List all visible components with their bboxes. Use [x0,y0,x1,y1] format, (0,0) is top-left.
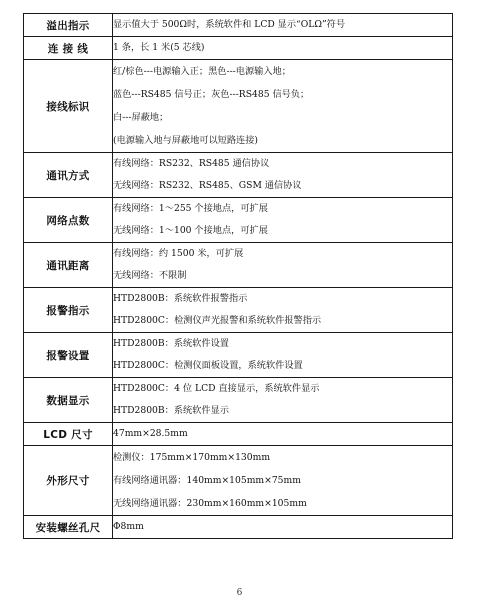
spec-label-wiring-identification: 接线标识 [24,60,113,153]
spec-value-line: 检测仪：175mm×170mm×130mm [113,452,271,463]
spec-label-outer-dimensions: 外形尺寸 [24,446,113,516]
spec-value-line: HTD2800C：检测仪面板设置，系统软件设置 [113,360,303,371]
spec-value-alarm-indication [113,288,453,333]
spec-value-mounting-hole-size [113,516,453,539]
spec-value-line: (电源输入地与屏蔽地可以短路连接) [113,135,258,146]
spec-label-network-points: 网络点数 [24,198,113,243]
spec-value-line: 有线网络通讯器：140mm×105mm×75mm [113,475,301,486]
spec-value-line: Φ8mm [113,521,144,532]
spec-row-alarm-setting [24,333,453,378]
spec-row-overflow-indicator [24,14,453,37]
spec-value-line: 无线网络：1～100 个接地点，可扩展 [113,225,268,236]
spec-value-alarm-setting [113,333,453,378]
spec-row-mounting-hole-size [24,516,453,539]
spec-label-data-display: 数据显示 [24,378,113,423]
spec-row-data-display [24,378,453,423]
spec-label-alarm-setting: 报警设置 [24,333,113,378]
spec-row-lcd-size [24,423,453,446]
spec-label-communication-distance: 通讯距离 [24,243,113,288]
spec-row-connection-cable [24,37,453,60]
spec-table [23,13,453,539]
spec-value-data-display [113,378,453,423]
spec-row-communication-distance [24,243,453,288]
spec-label-connection-cable: 连 接 线 [24,37,113,60]
spec-value-line: 有线网络：约 1500 米，可扩展 [113,248,244,259]
spec-value-line: HTD2800C：4 位 LCD 直接显示，系统软件显示 [113,383,320,394]
spec-value-line: 红/棕色---电源输入正；黑色---电源输入地； [113,66,291,77]
spec-value-line: 显示值大于 500Ω时，系统软件和 LCD 显示“OLΩ”符号 [113,19,346,30]
spec-row-network-points [24,198,453,243]
spec-value-line: 无线网络：RS232、RS485、GSM 通信协议 [113,180,302,191]
spec-value-line: 有线网络：RS232、RS485 通信协议 [113,158,270,169]
spec-label-communication-method: 通讯方式 [24,153,113,198]
spec-value-overflow-indicator [113,14,453,37]
spec-value-line: HTD2800B：系统软件报警指示 [113,293,248,304]
spec-value-line: 1 条，长 1 米(5 芯线) [113,42,205,53]
spec-row-outer-dimensions [24,446,453,516]
spec-value-line: 白---屏蔽地； [113,112,169,123]
spec-row-communication-method [24,153,453,198]
spec-row-wiring-identification [24,60,453,153]
spec-value-line: HTD2800B：系统软件显示 [113,405,229,416]
page-number: 6 [236,588,243,598]
spec-value-line: 47mm×28.5mm [113,428,188,439]
spec-value-outer-dimensions [113,446,453,516]
spec-value-connection-cable [113,37,453,60]
spec-value-line: HTD2800C：检测仪声光报警和系统软件报警指示 [113,315,322,326]
spec-value-line: 蓝色---RS485 信号正；灰色---RS485 信号负； [113,89,310,100]
spec-label-overflow-indicator: 溢出指示 [24,14,113,37]
spec-value-line: 无线网络通讯器：230mm×160mm×105mm [113,498,307,509]
spec-value-wiring-identification [113,60,453,153]
spec-value-network-points [113,198,453,243]
spec-value-lcd-size [113,423,453,446]
spec-label-alarm-indication: 报警指示 [24,288,113,333]
spec-label-lcd-size: LCD 尺寸 [24,423,113,446]
spec-value-communication-method [113,153,453,198]
spec-value-line: 无线网络：不限制 [113,270,187,281]
spec-label-mounting-hole-size: 安装螺丝孔尺 [24,516,113,539]
spec-row-alarm-indication [24,288,453,333]
spec-value-line: HTD2800B：系统软件设置 [113,338,229,349]
spec-value-communication-distance [113,243,453,288]
spec-value-line: 有线网络：1～255 个接地点，可扩展 [113,203,268,214]
